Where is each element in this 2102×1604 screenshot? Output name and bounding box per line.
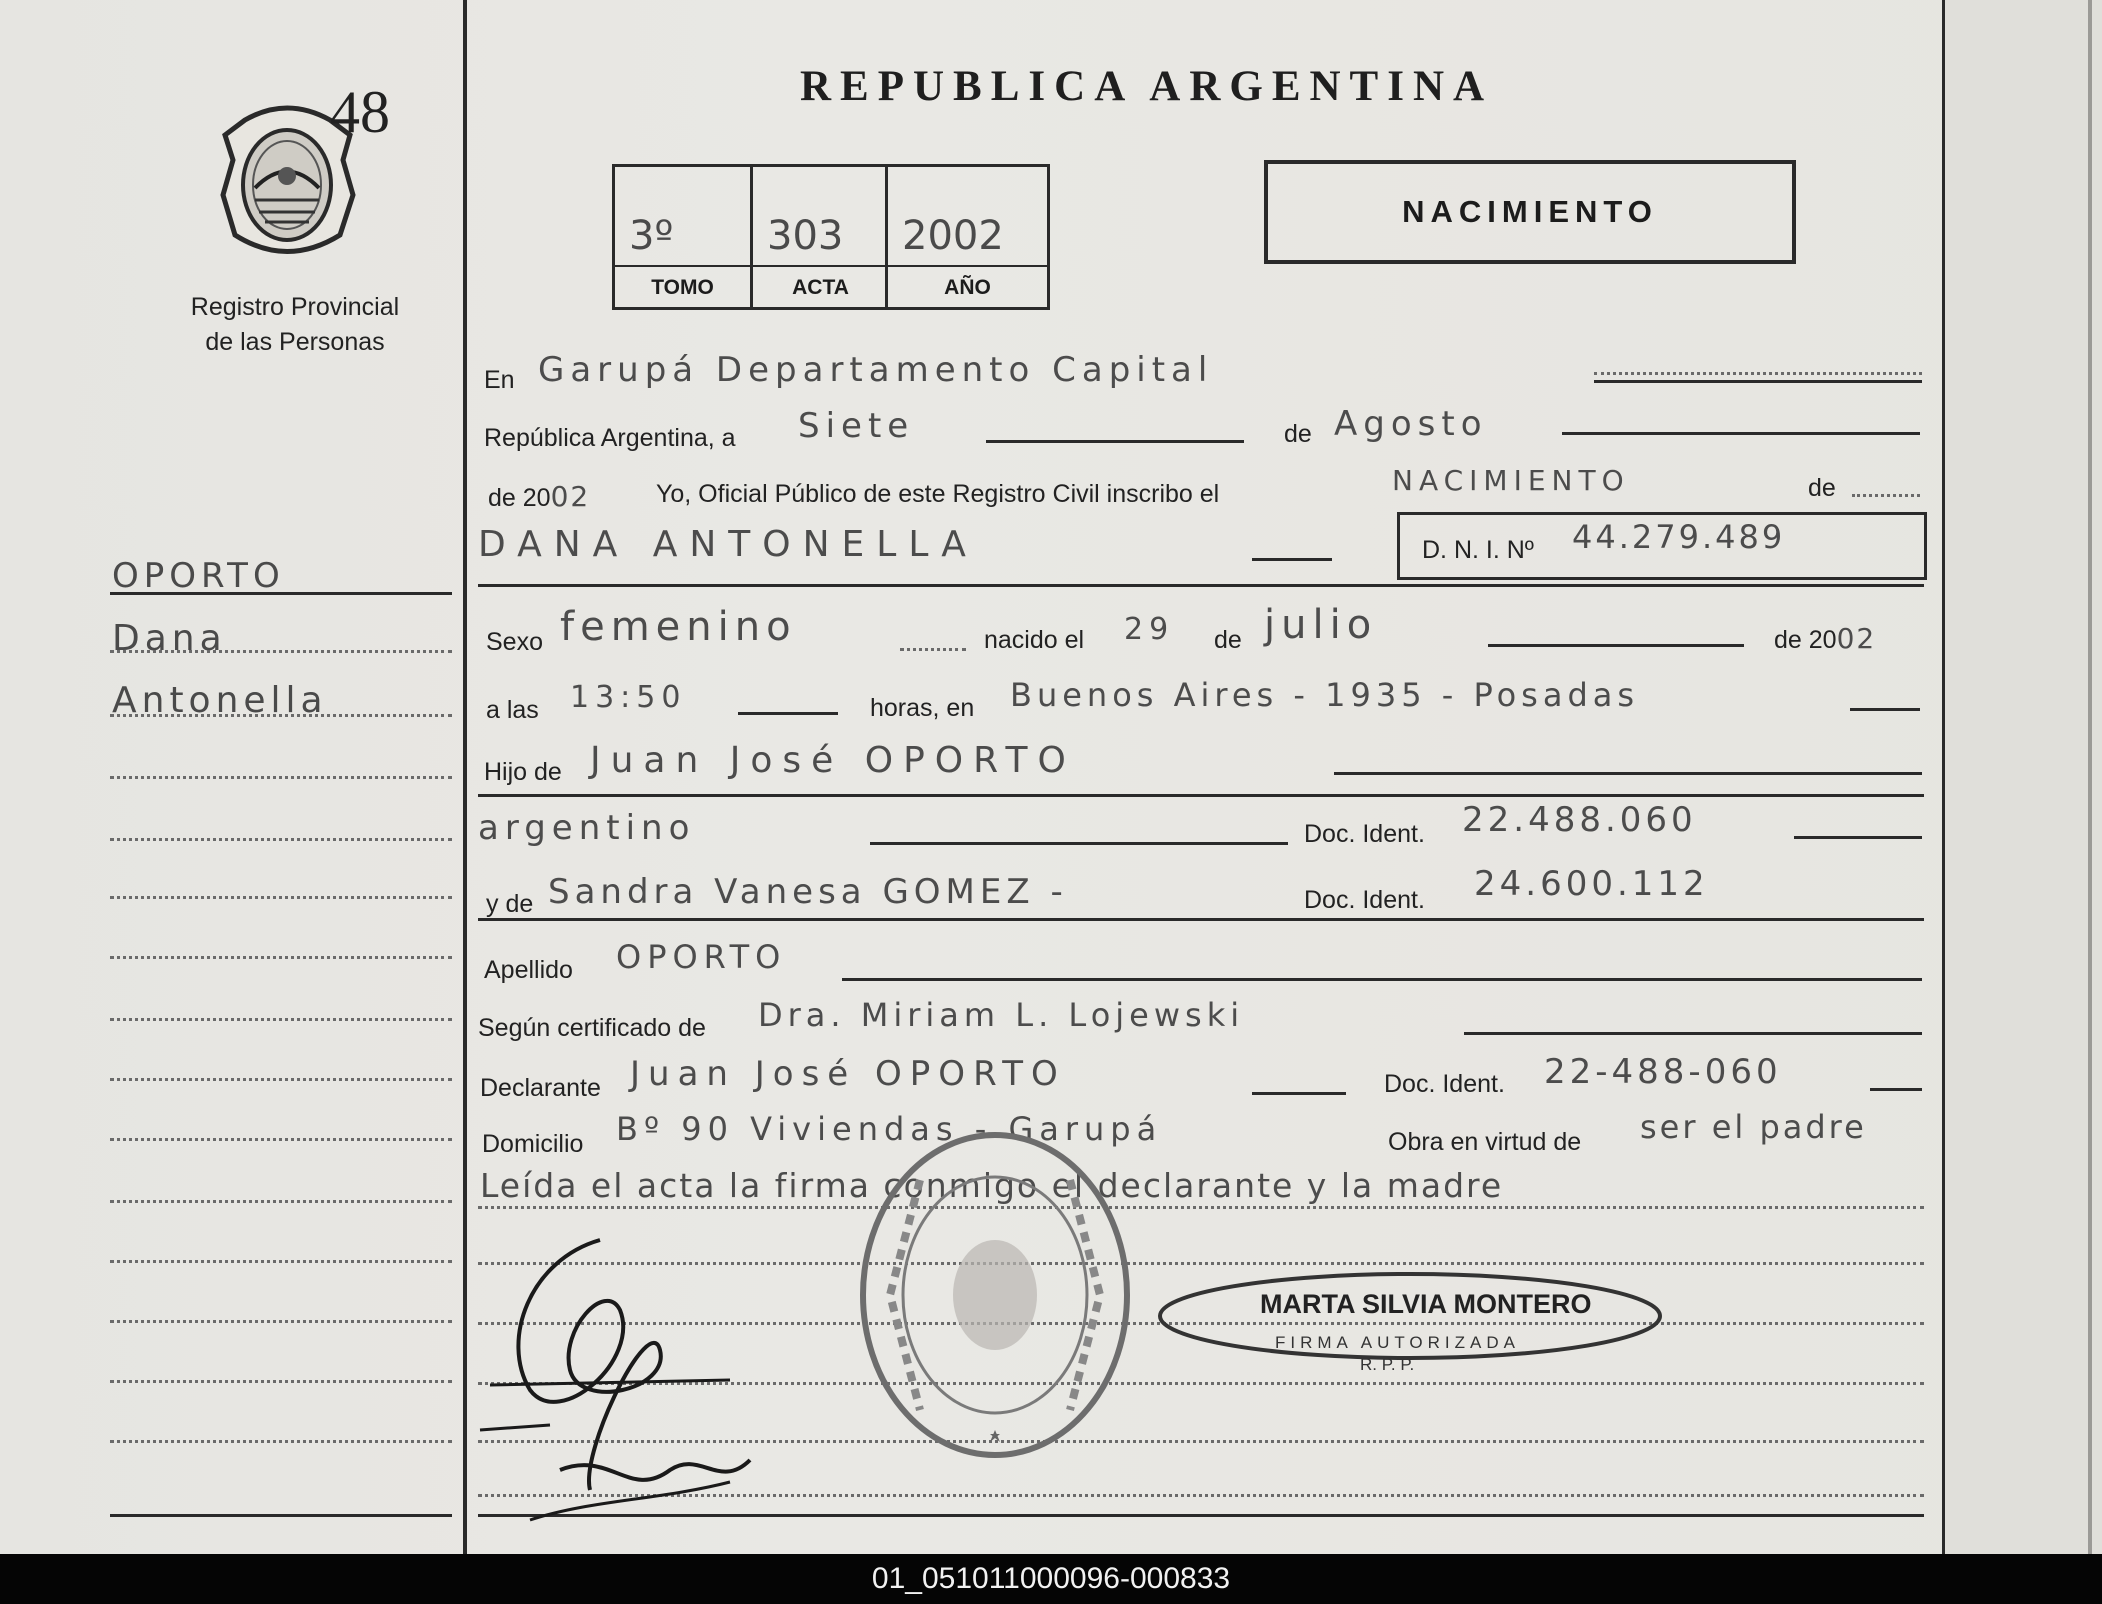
obra-value: ser el padre [1640,1108,1867,1146]
event-value: NACIMIENTO [1392,464,1630,497]
year-label [488,480,590,513]
acta-value: 303 [767,213,844,259]
sexo-label: Sexo [486,628,543,656]
horas-label: horas, en [870,694,975,722]
declarante-doc-value: 22-488-060 [1544,1052,1782,1092]
registry-stamp-icon [850,1120,1140,1470]
dotted-line [1852,494,1920,497]
hijo-label: Hijo de [484,758,562,786]
birth-year-prefix: de 20 [1774,626,1837,654]
margin-line [110,650,452,653]
domicilio-value: Bº 90 Viviendas - Garupá [616,1110,1163,1148]
act-type-box: NACIMIENTO [1264,160,1796,264]
official-stamp-icon [1150,1268,1670,1378]
father-doc-value: 22.488.060 [1462,800,1697,840]
rule [1870,1088,1922,1091]
margin-name-2: Antonella [112,680,328,721]
birth-year-suffix-value: 02 [1836,622,1877,655]
statement-text: Yo, Oficial Público de este Registro Civil inscribo el [656,480,1220,508]
declarante-value: Juan José OPORTO [630,1054,1066,1094]
mother-doc-value: 24.600.112 [1474,864,1709,904]
tomo-value: 3º [629,213,674,259]
rule [1794,836,1922,839]
mother-value: Sandra Vanesa GOMEZ - [548,872,1068,912]
margin-line [110,1200,452,1203]
tomo-cell [615,167,750,307]
margin-line [110,776,452,779]
dni-value: 44.279.489 [1572,518,1786,556]
rule [870,842,1288,845]
document-id: 01_051011000096-000833 [871,1562,1231,1595]
rule [1334,772,1922,775]
en-label: En [484,366,515,394]
nacido-label: nacido el [984,626,1085,654]
official-role: FIRMA AUTORIZADA [1275,1333,1520,1352]
father-doc-label: Doc. Ident. [1304,820,1425,848]
margin-line [110,956,452,959]
birth-time-value: 13:50 [570,680,687,715]
margin-rule [110,592,452,595]
dni-label: D. N. I. Nº [1422,536,1534,564]
a-las-label: a las [486,696,539,724]
rule [1594,380,1922,383]
declarante-doc-label: Doc. Ident. [1384,1070,1505,1098]
margin-line [110,1440,452,1443]
acta-cell [750,167,888,307]
registration-table [612,164,1050,310]
dotted-line [900,648,966,651]
rule [1252,1092,1346,1095]
rule [1488,644,1744,647]
tomo-label: TOMO [615,265,750,307]
margin-line [110,1138,452,1141]
apellido-value: OPORTO [616,938,787,976]
dotted-line [478,1206,1924,1209]
rule [986,440,1244,443]
margin-rule [110,1514,452,1517]
de-label-2: de [1808,474,1836,502]
apellido-label: Apellido [484,956,573,984]
de-label: de [1284,420,1312,448]
father-value: Juan José OPORTO [590,740,1076,781]
rule [1464,1032,1922,1035]
republic-label: República Argentina, a [484,424,736,452]
obra-label: Obra en virtud de [1388,1128,1582,1156]
year-prefix: de 20 [488,484,551,512]
margin-line [110,838,452,841]
declarante-label: Declarante [480,1074,601,1102]
acta-label: ACTA [753,265,888,307]
margin-line [110,1260,452,1263]
segun-label: Según certificado de [478,1014,706,1042]
margin-line [110,714,452,717]
sexo-value: femenino [560,604,797,650]
rule [842,978,1922,981]
margin-line [110,896,452,899]
anio-label: AÑO [888,265,1047,307]
folio-number: 48 [330,79,390,145]
anio-cell [885,167,1047,307]
birth-year-label [1774,622,1876,655]
margin-line [110,1320,452,1323]
place-value: Garupá Departamento Capital [538,350,1214,390]
registry-line-2: de las Personas [205,328,385,356]
anio-value: 2002 [902,213,1004,259]
birth-month-value: julio [1264,602,1378,648]
margin-line [110,1380,452,1383]
y-de-label: y de [486,890,534,918]
year-suffix-value: 02 [550,480,591,513]
margin-surname: OPORTO [112,556,285,596]
rule [738,712,838,715]
rule [1850,708,1920,711]
rule [1252,558,1332,561]
country-title: REPUBLICA ARGENTINA [800,63,1494,110]
birth-place-value: Buenos Aires - 1935 - Posadas [1010,676,1640,714]
day-words-value: Siete [798,406,915,446]
closing-text: Leída el acta la firma conmigo el declarante y la madre [480,1166,1504,1205]
declarant-signature-icon [470,1220,770,1530]
certificate-value: Dra. Miriam L. Lojewski [758,996,1245,1034]
margin-name-1: Dana [112,618,227,659]
margin-line [110,1018,452,1021]
document-id-bar [0,1554,2102,1604]
domicilio-label: Domicilio [482,1130,584,1158]
month-value: Agosto [1334,404,1488,444]
rule [1562,432,1920,435]
father-nationality-value: argentino [478,808,696,848]
official-org: R. P. P. [1360,1355,1415,1374]
official-name: MARTA SILVIA MONTERO [1260,1289,1592,1319]
margin-line [110,1078,452,1081]
page-right-edge [1942,0,2102,1554]
mother-doc-label: Doc. Ident. [1304,886,1425,914]
birth-day-value: 29 [1124,612,1175,647]
rule [478,918,1924,921]
child-name-value: DANA ANTONELLA [478,524,978,565]
rule [478,794,1924,797]
de-label-3: de [1214,626,1242,654]
dotted-line [1594,372,1922,375]
registry-line-1: Registro Provincial [190,293,400,321]
rule [478,584,1924,587]
margin-divider [463,0,467,1554]
registry-name [140,290,450,360]
